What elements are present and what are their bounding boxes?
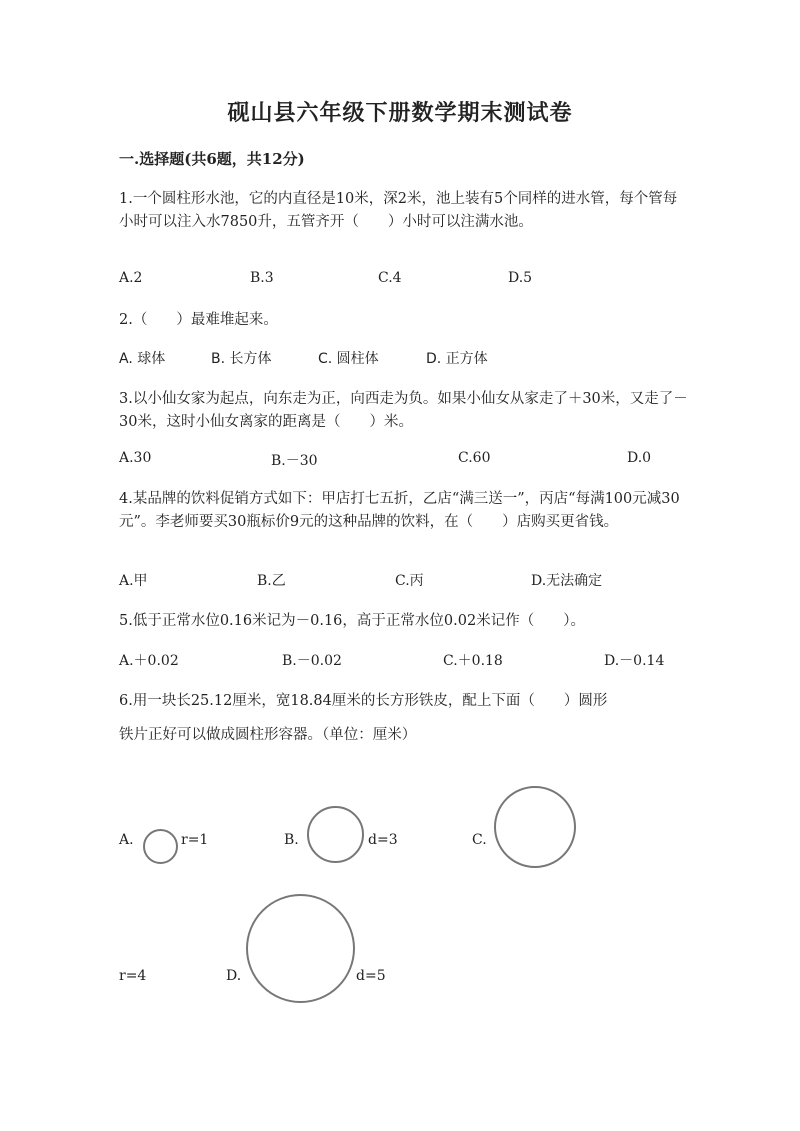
question-3-stem: 3.以小仙女家为起点，向东走为正，向西走为负。如果小仙女从家走了＋30米，又走了－30米，这时小仙女离家的距离是（ ）米。	[119, 391, 688, 430]
figure-option-d-letter: D.	[226, 968, 242, 984]
question-1-option-b: B.3	[250, 270, 274, 286]
figure-option-a-letter: A.	[119, 832, 134, 848]
question-3-option-c: C.60	[458, 450, 491, 466]
question-2-option-a: A. 球体	[119, 351, 166, 367]
figure-option-c-label: r=4	[119, 968, 147, 984]
question-4-option-d: D.无法确定	[531, 573, 603, 589]
section-heading: 一.选择题(共6题，共12分)	[119, 150, 305, 168]
question-4-option-c: C.丙	[395, 573, 424, 589]
question-1-option-c: C.4	[378, 270, 402, 286]
question-4-option-a: A.甲	[119, 573, 148, 589]
question-2-stem: 2.（ ）最难堆起来。	[119, 312, 278, 328]
figure-option-a-label: r=1	[181, 832, 209, 848]
figure-option-d-label: d=5	[356, 968, 386, 984]
question-5-option-d: D.－0.14	[604, 653, 665, 669]
question-4-option-b: B.乙	[257, 573, 286, 589]
question-2-option-c: C. 圆柱体	[318, 351, 379, 367]
question-1-stem: 1.一个圆柱形水池，它的内直径是10米，深2米，池上装有5个同样的进水管，每个管每小时可以注入水7850升，五管齐开（ ）小时可以注满水池。	[119, 191, 678, 230]
question-5-option-c: C.＋0.18	[443, 653, 503, 669]
circle-a-shape	[143, 829, 178, 864]
figure-option-c-letter: C.	[472, 832, 487, 848]
question-3-option-d: D.0	[627, 450, 652, 466]
question-6-stem-line2: 铁片正好可以做成圆柱形容器。（单位：厘米）	[119, 727, 417, 743]
question-2-option-b: B. 长方体	[211, 351, 272, 367]
circle-c-shape	[494, 786, 576, 868]
circle-b-shape	[307, 806, 364, 863]
figure-option-b-label: d=3	[368, 832, 398, 848]
question-3-option-a: A.30	[119, 450, 152, 466]
question-4-stem: 4.某品牌的饮料促销方式如下：甲店打七五折，乙店“满三送一”，丙店“每满100元减30元”。李老师要买30瓶标价9元的这种品牌的饮料，在（ ）店购买更省钱。	[119, 491, 680, 530]
question-6-stem-line1: 6.用一块长25.12厘米，宽18.84厘米的长方形铁皮，配上下面（ ）圆形	[119, 693, 608, 709]
question-5-option-a: A.＋0.02	[119, 653, 179, 669]
question-5-option-b: B.－0.02	[282, 653, 342, 669]
question-1-option-d: D.5	[508, 270, 533, 286]
question-1-option-a: A.2	[119, 270, 143, 286]
page-title: 砚山县六年级下册数学期末测试卷	[227, 100, 573, 126]
question-5-stem: 5.低于正常水位0.16米记为－0.16，高于正常水位0.02米记作（ ）。	[119, 613, 585, 629]
circle-d-shape	[246, 894, 355, 1003]
question-3-option-b: B.－30	[271, 453, 318, 469]
figure-option-b-letter: B.	[284, 832, 299, 848]
question-2-option-d: D. 正方体	[426, 351, 488, 367]
